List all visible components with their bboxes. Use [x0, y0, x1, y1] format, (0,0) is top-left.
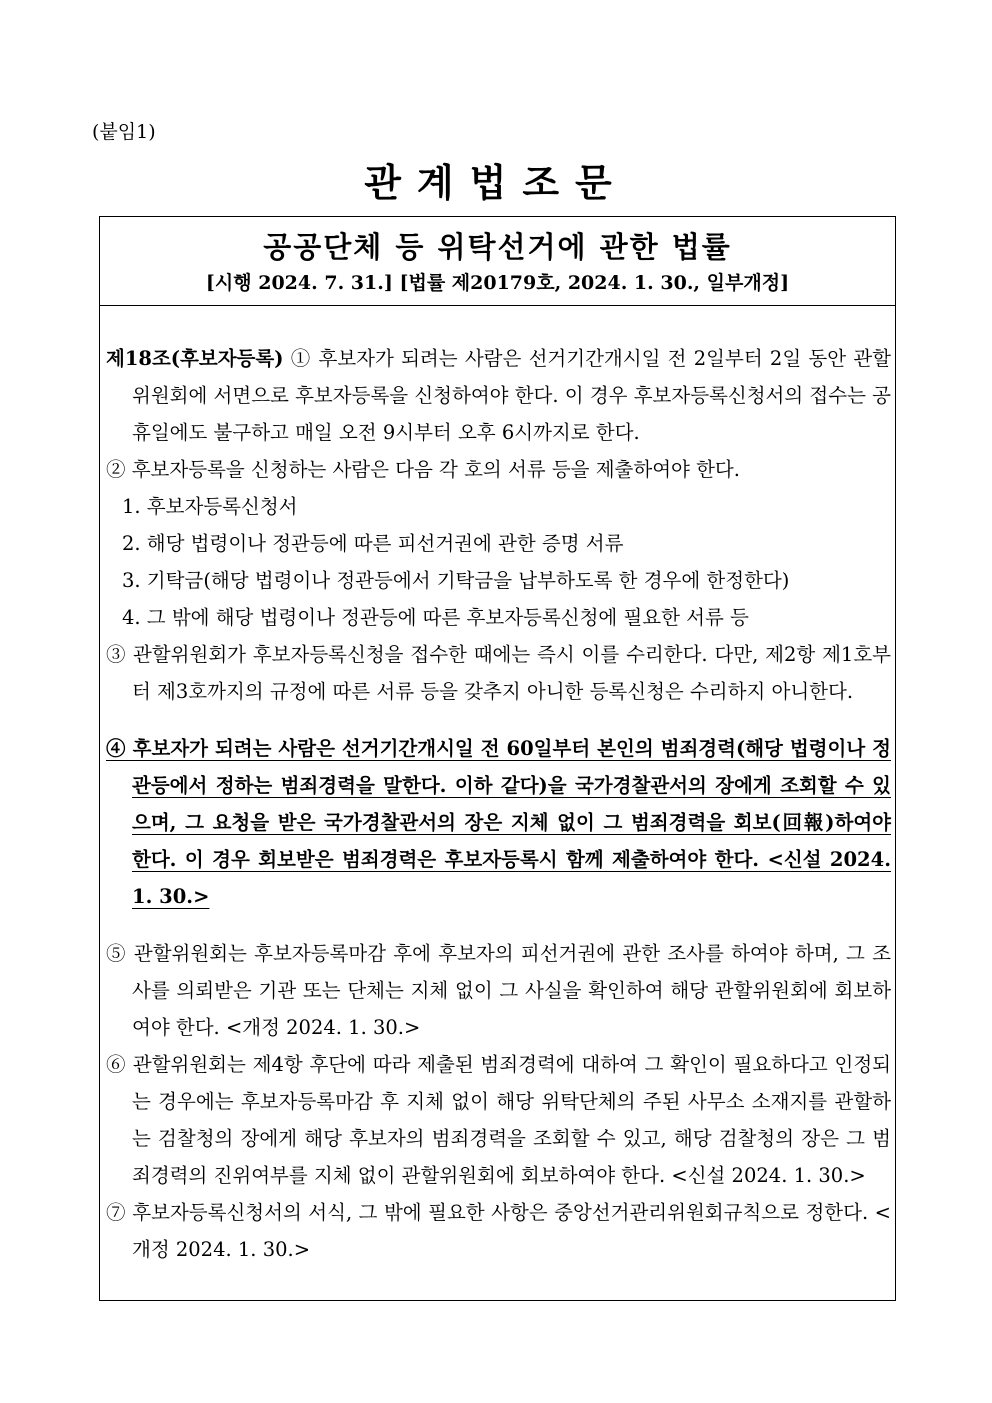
paragraph-4-highlighted: ④ 후보자가 되려는 사람은 선거기간개시일 전 60일부터 본인의 범죄경력(해당 법령이나 정관등에서 정하는 범죄경력을 말한다. 이하 같다)을 국가경찰관서의 장에게 조회할 수 있으며, 그 요청을 받은 국가경찰관서의 장은 지체 없이 그 범죄경력을 회보(回報)하여야 한다. 이 경우 회보받은 범죄경력은 후보자등록시 함께 제출하여야 한다. <신설 2024. 1. 30.>	[106, 737, 891, 908]
list-item: 1. 후보자등록신청서	[122, 495, 298, 518]
list-item: 4. 그 밖에 해당 법령이나 정관등에 따른 후보자등록신청에 필요한 서류 등	[122, 606, 749, 629]
spacer	[106, 710, 891, 730]
law-enforcement-date: [시행 2024. 7. 31.]	[205, 272, 393, 294]
article-content	[100, 306, 891, 1268]
article-title: 제18조(후보자등록)	[106, 347, 284, 370]
paragraph-3: ③ 관할위원회가 후보자등록신청을 접수한 때에는 즉시 이를 수리한다. 다만, 제2항 제1호부터 제3호까지의 규정에 따른 서류 등을 갖추지 아니한 등록신청은 수리하지 아니한다.	[106, 643, 891, 703]
law-number-info: [법률 제20179호, 2024. 1. 30., 일부개정]	[399, 272, 790, 294]
paragraph-1-text: ① 후보자가 되려는 사람은 선거기간개시일 전 2일부터 2일 동안 관할위원회에 서면으로 후보자등록을 신청하여야 한다. 이 경우 후보자등록신청서의 접수는 공휴일에도 불구하고 매일 오전 9시부터 오후 6시까지로 한다.	[132, 347, 891, 444]
page-title: 관계법조문	[364, 160, 628, 205]
law-header	[100, 217, 895, 306]
spacer	[106, 915, 891, 935]
law-name: 공공단체 등 위탁선거에 관한 법률	[263, 230, 732, 264]
paragraph-1	[106, 340, 891, 451]
paragraph-7: ⑦ 후보자등록신청서의 서식, 그 밖에 필요한 사항은 중앙선거관리위원회규칙으로 정한다. <개정 2024. 1. 30.>	[106, 1201, 891, 1261]
law-meta	[100, 268, 895, 295]
paragraph-2: ② 후보자등록을 신청하는 사람은 다음 각 호의 서류 등을 제출하여야 한다.	[106, 458, 740, 481]
paragraph-5: ⑤ 관할위원회는 후보자등록마감 후에 후보자의 피선거권에 관한 조사를 하여야 하며, 그 조사를 의뢰받은 기관 또는 단체는 지체 없이 그 사실을 확인하여 해당 관할위원회에 회보하여야 한다. <개정 2024. 1. 30.>	[106, 942, 891, 1039]
list-item: 3. 기탁금(해당 법령이나 정관등에서 기탁금을 납부하도록 한 경우에 한정한다)	[122, 569, 790, 592]
law-box	[99, 216, 896, 1301]
list-item: 2. 해당 법령이나 정관등에 따른 피선거권에 관한 증명 서류	[122, 532, 624, 555]
attachment-label: (붙임1)	[92, 121, 156, 143]
paragraph-6: ⑥ 관할위원회는 제4항 후단에 따라 제출된 범죄경력에 대하여 그 확인이 필요하다고 인정되는 경우에는 후보자등록마감 후 지체 없이 해당 위탁단체의 주된 사무소 소재지를 관할하는 검찰청의 장에게 해당 후보자의 범죄경력을 조회할 수 있고, 해당 검찰청의 장은 그 범죄경력의 진위여부를 지체 없이 관할위원회에 회보하여야 한다. <신설 2024. 1. 30.>	[106, 1053, 891, 1187]
